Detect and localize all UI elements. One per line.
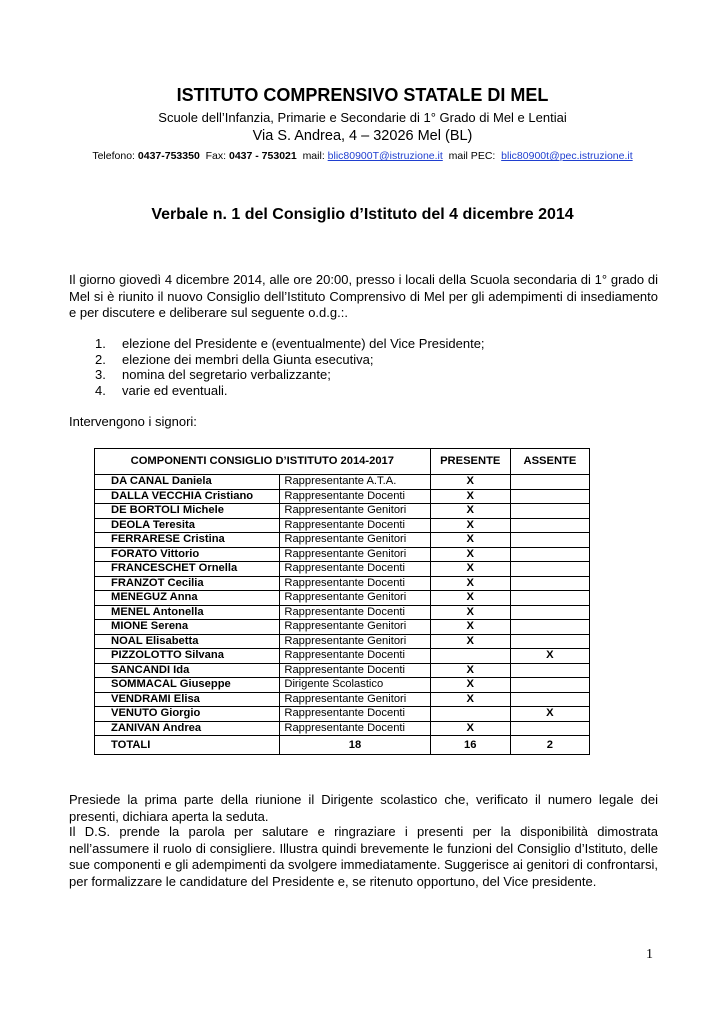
member-name: FERRARESE Cristina [95,533,280,548]
presente-mark: X [430,620,510,635]
table-row [95,518,590,533]
presente-mark: X [430,518,510,533]
assente-mark [510,620,589,635]
assente-mark [510,605,589,620]
table-row [95,562,590,577]
agenda-item [95,367,655,383]
assente-mark [510,663,589,678]
member-name: FORATO Vittorio [95,547,280,562]
pec-label: mail PEC: [448,150,496,162]
agenda-number: 2. [95,351,106,367]
member-name: MENEGUZ Anna [95,591,280,606]
agenda-text: varie ed eventuali. [122,382,228,398]
member-name: NOAL Elisabetta [95,634,280,649]
tel-number: 0437-753350 [137,150,200,162]
school-title: ISTITUTO COMPRENSIVO STATALE DI MEL [176,85,549,105]
paragraph-ds: Il D.S. prende la parola per salutare e ringraziare i presenti per la disponibilità dimostrata nell’assumere il ruolo di consigliere. Illustra quindi brevemente le funzioni del Consiglio d’Istituto, delle sue componenti e gli adempimenti da svolgere immediatamente. Suggerisce ai genitori di confrontarsi, per formalizzare le candidature del Presidente e, se ritenuto opportuno, del Vice presidente. [69,824,658,889]
table-row [95,591,590,606]
table-row [95,620,590,635]
table-row [95,707,590,722]
presente-mark: X [430,562,510,577]
presente-mark [430,707,510,722]
member-role: Rappresentante Docenti [280,489,430,504]
table-row [95,678,590,693]
header-assente: ASSENTE [510,449,589,475]
table-row [95,721,590,736]
member-name: FRANCESCHET Ornella [95,562,280,577]
member-role: Rappresentante Genitori [280,547,430,562]
member-role: Rappresentante Genitori [280,533,430,548]
member-role: Rappresentante Docenti [280,663,430,678]
member-name: PIZZOLOTTO Silvana [95,649,280,664]
table-row [95,576,590,591]
member-role: Rappresentante Genitori [280,634,430,649]
member-name: ZANIVAN Andrea [95,721,280,736]
assente-mark: X [510,707,589,722]
member-role: Rappresentante Docenti [280,721,430,736]
intervengono-label: Intervengono i signori: [69,414,197,429]
member-role: Rappresentante A.T.A. [280,475,430,490]
table-row [95,634,590,649]
presente-mark: X [430,663,510,678]
totals-presente: 16 [430,736,510,755]
fax-number: 0437 - 753021 [228,150,297,162]
members-table [94,448,590,755]
header-presente: PRESENTE [430,449,510,475]
member-role: Rappresentante Docenti [280,605,430,620]
assente-mark [510,489,589,504]
table-row [95,547,590,562]
table-row [95,489,590,504]
presente-mark: X [430,547,510,562]
member-role: Rappresentante Docenti [280,649,430,664]
table-row [95,533,590,548]
presente-mark: X [430,489,510,504]
member-name: MENEL Antonella [95,605,280,620]
header-components: COMPONENTI CONSIGLIO D’ISTITUTO 2014-2017 [95,449,431,475]
paragraph-presiede: Presiede la prima parte della riunione il Dirigente scolastico che, verificato il numero legale dei presenti, dichiara aperta la seduta. [69,792,658,824]
member-name: DEOLA Teresita [95,518,280,533]
table-row [95,649,590,664]
totals-assente: 2 [510,736,589,755]
presente-mark: X [430,475,510,490]
assente-mark [510,678,589,693]
presente-mark: X [430,678,510,693]
presente-mark: X [430,591,510,606]
member-role: Rappresentante Genitori [280,591,430,606]
agenda-list [95,336,655,398]
document-title: Verbale n. 1 del Consiglio d’Istituto del 4 dicembre 2014 [151,206,574,223]
member-role: Rappresentante Docenti [280,562,430,577]
agenda-number: 4. [95,382,106,398]
table-row [95,692,590,707]
mail-label: mail: [302,150,325,162]
agenda-number: 1. [95,336,106,351]
fax-label: Fax: [205,150,227,162]
member-name: FRANZOT Cecilia [95,576,280,591]
school-address: Via S. Andrea, 4 – 32026 Mel (BL) [252,128,473,144]
pec-link[interactable]: blic80900t@pec.istruzione.it [501,150,633,162]
assente-mark [510,721,589,736]
presente-mark [430,649,510,664]
member-name: DALLA VECCHIA Cristiano [95,489,280,504]
agenda-text: elezione dei membri della Giunta esecutiva; [122,351,374,367]
member-name: VENUTO Giorgio [95,707,280,722]
totals-label: TOTALI [95,736,280,755]
presente-mark: X [430,504,510,519]
assente-mark [510,634,589,649]
member-role: Rappresentante Docenti [280,518,430,533]
member-name: VENDRAMI Elisa [95,692,280,707]
agenda-item [95,336,655,352]
assente-mark [510,533,589,548]
agenda-text: elezione del Presidente e (eventualmente) del Vice Presidente; [122,336,485,351]
member-name: MIONE Serena [95,620,280,635]
agenda-number: 3. [95,367,106,382]
member-role: Rappresentante Docenti [280,576,430,591]
member-name: DA CANAL Daniela [95,475,280,490]
assente-mark [510,576,589,591]
table-row [95,605,590,620]
member-role: Dirigente Scolastico [280,678,430,693]
member-role: Rappresentante Genitori [280,504,430,519]
presente-mark: X [430,576,510,591]
intro-paragraph: Il giorno giovedì 4 dicembre 2014, alle ore 20:00, presso i locali della Scuola secondaria di 1° grado di Mel si è riunito il nuovo Consiglio dell’Istituto Comprensivo di Mel per gli adempimenti di insediamento e per discutere e deliberare sul seguente o.d.g.:. [69,272,658,320]
tel-label: Telefono: [92,150,135,162]
contact-line [0,150,725,162]
table-row [95,475,590,490]
member-role: Rappresentante Genitori [280,620,430,635]
table-row [95,504,590,519]
assente-mark [510,692,589,707]
agenda-item [95,352,655,368]
presente-mark: X [430,692,510,707]
agenda-item [95,383,655,399]
assente-mark [510,475,589,490]
assente-mark [510,562,589,577]
member-name: DE BORTOLI Michele [95,504,280,519]
member-name: SANCANDI Ida [95,663,280,678]
assente-mark [510,518,589,533]
member-name: SOMMACAL Giuseppe [95,678,280,693]
presente-mark: X [430,634,510,649]
assente-mark [510,591,589,606]
presente-mark: X [430,721,510,736]
totals-count: 18 [280,736,430,755]
assente-mark [510,504,589,519]
assente-mark [510,547,589,562]
presente-mark: X [430,605,510,620]
member-role: Rappresentante Docenti [280,707,430,722]
agenda-text: nomina del segretario verbalizzante; [122,367,331,382]
presente-mark: X [430,533,510,548]
mail-link[interactable]: blic80900T@istruzione.it [327,150,443,162]
member-role: Rappresentante Genitori [280,692,430,707]
totals-row [95,736,590,755]
table-row [95,663,590,678]
page-number: 1 [646,947,653,962]
table-header-row [95,449,590,475]
school-subtitle: Scuole dell’Infanzia, Primarie e Secondarie di 1° Grado di Mel e Lentiai [158,110,567,125]
assente-mark: X [510,649,589,664]
